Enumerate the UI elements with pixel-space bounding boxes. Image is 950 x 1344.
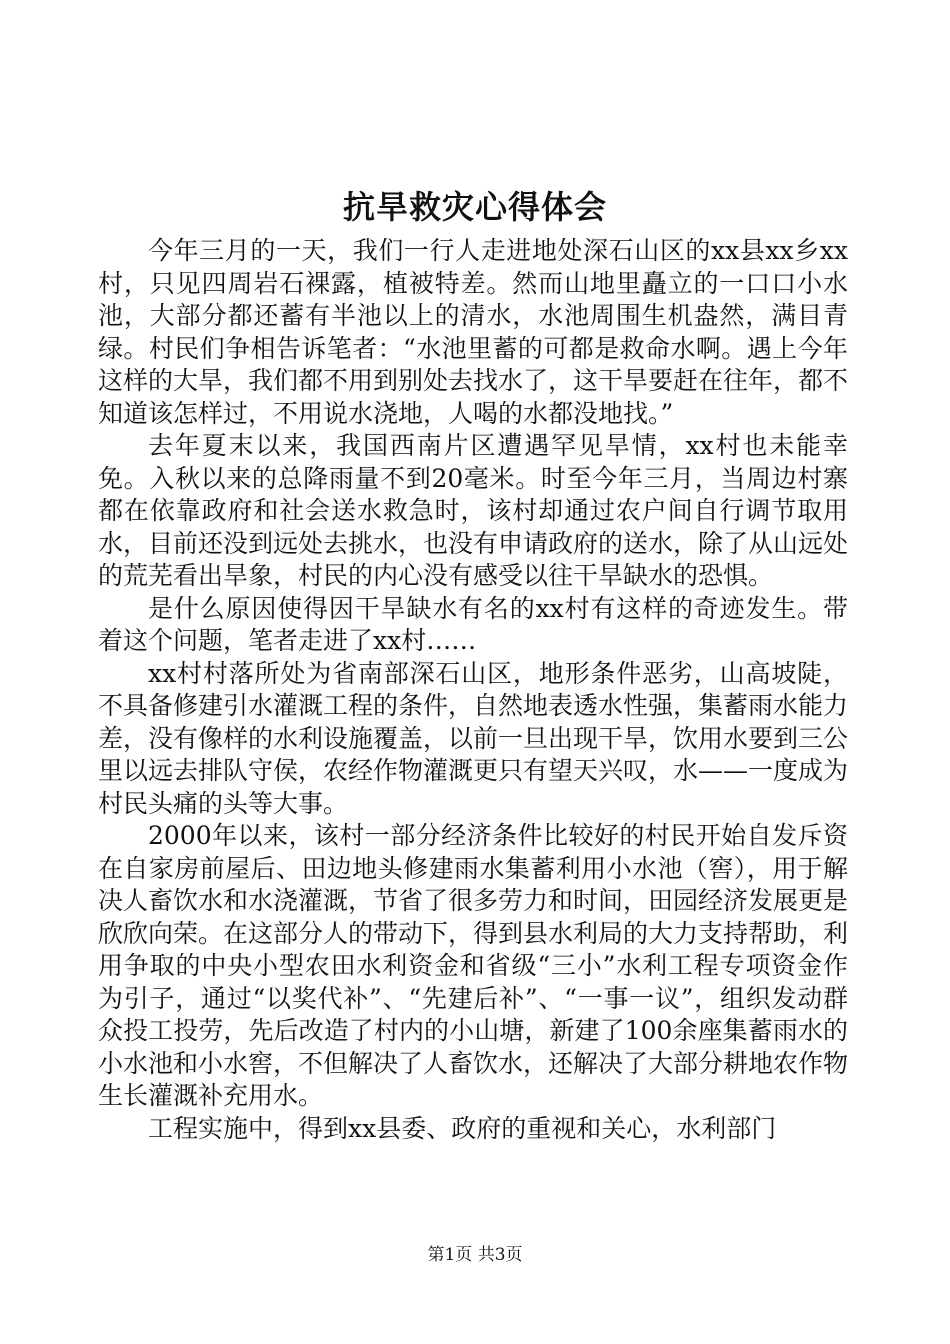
paragraph-2: 去年夏末以来，我国西南片区遭遇罕见旱情，xx村也未能幸免。入秋以来的总降雨量不到20毫米。时至今年三月，当周边村寨都在依靠政府和社会送水救急时，该村却通过农户间自行调节取用水，目前还没到远处去挑水，也没有申请政府的送水，除了从山远处的荒芜看出旱象，村民的内心没有感受以往干旱缺水的恐惧。 bbox=[98, 431, 849, 590]
paragraph-5: 2000年以来，该村一部分经济条件比较好的村民开始自发斥资在自家房前屋后、田边地头修建雨水集蓄利用小水池（窖），用于解决人畜饮水和水浇灌溉，节省了很多劳力和时间，田园经济发展更是欣欣向荣。在这部分人的带动下，得到县水利局的大力支持帮助，利用争取的中央小型农田水利资金和省级“三小”水利工程专项资金作为引子，通过“以奖代补”、“先建后补”、“一事一议”，组织发动群众投工投劳，先后改造了村内的小山塘，新建了100余座集蓄雨水的小水池和小水窖，不但解决了人畜饮水，还解决了大部分耕地农作物生长灌溉补充用水。 bbox=[98, 821, 849, 1110]
paragraph-3: 是什么原因使得因干旱缺水有名的xx村有这样的奇迹发生。带着这个问题，笔者走进了xx村…… bbox=[98, 593, 848, 655]
paragraph-6: 工程实施中，得到xx县委、政府的重视和关心，水利部门 bbox=[148, 1113, 777, 1143]
document-body bbox=[98, 235, 848, 1145]
paragraph-4: xx村村落所处为省南部深石山区，地形条件恶劣，山高坡陡，不具备修建引水灌溉工程的条件，自然地表透水性强，集蓄雨水能力差，没有像样的水利设施覆盖，以前一旦出现干旱，饮用水要到三公里以远去排队守侯，农经作物灌溉更只有望天兴叹，水——一度成为村民头痛的头等大事。 bbox=[98, 658, 849, 818]
page-footer: 第1页 共3页 bbox=[427, 1245, 523, 1265]
paragraph-1: 今年三月的一天，我们一行人走进地处深石山区的xx县xx乡xx村，只见四周岩石裸露，植被特差。然而山地里矗立的一口口小水池，大部分都还蓄有半池以上的清水，水池周围生机盎然，满目青绿。村民们争相告诉笔者：“水池里蓄的可都是救命水啊。遇上今年这样的大旱，我们都不用到别处去找水了，这干旱要赶在往年，都不知道该怎样过，不用说水浇地，人喝的水都没地找。” bbox=[98, 236, 849, 428]
document-title: 抗旱救灾心得体会 bbox=[342, 188, 607, 226]
